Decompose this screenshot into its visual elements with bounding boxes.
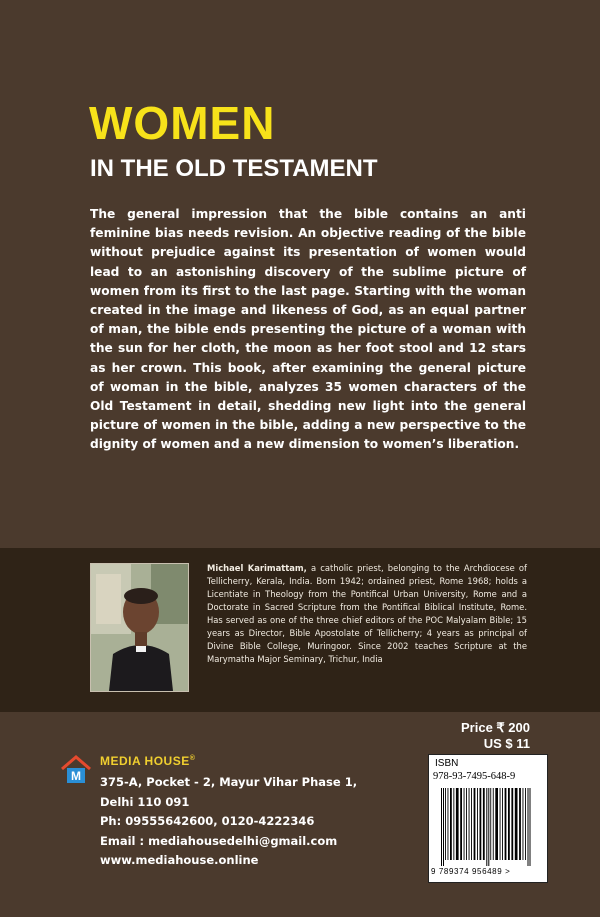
book-blurb: The general impression that the bible contains an anti feminine bias needs revision. An objective reading of the bible without prejudice against its presentation of women would lead to an astonishing discovery of the sublime picture of women from its first to the last page. Starting with the woman created in the image and likeness of God, as an equal partner of man, the bible ends presenting the picture of a woman with the sun for her cloth, the moon as her foot stool and 12 stars as her crown. This book, after examining the general picture of woman in the bible, analyzes 35 women characters of the Old Testament in detail, shedding new light into the general picture of women in the bible, adding a new perspective to the dignity of women and a new dimension to women’s liberation. bbox=[90, 207, 526, 452]
publisher-phone: Ph: 09555642600, 0120-4222346 bbox=[100, 814, 315, 829]
book-subtitle: IN THE OLD TESTAMENT bbox=[90, 155, 378, 182]
barcode-bar bbox=[445, 788, 446, 860]
price-block bbox=[450, 720, 530, 752]
barcode-image bbox=[439, 788, 539, 866]
barcode-bar bbox=[448, 788, 449, 860]
book-title: WOMEN bbox=[89, 97, 276, 149]
publisher-address bbox=[100, 773, 357, 871]
barcode-bar bbox=[450, 788, 452, 860]
barcode-bar bbox=[490, 788, 491, 860]
barcode-bar bbox=[523, 788, 524, 860]
publisher-website: www.mediahouse.online bbox=[100, 853, 259, 868]
barcode-bar bbox=[477, 788, 478, 860]
barcode-bar bbox=[525, 788, 526, 860]
author-portrait-image bbox=[91, 564, 188, 691]
barcode-bar bbox=[453, 788, 454, 860]
barcode-bar bbox=[511, 788, 513, 860]
barcode-bar bbox=[456, 788, 459, 860]
address-line-2: Delhi 110 091 bbox=[100, 794, 190, 809]
barcode-bar bbox=[495, 788, 498, 860]
price-usd: US $ 11 bbox=[483, 736, 530, 751]
author-photo bbox=[90, 563, 189, 692]
barcode-bar bbox=[466, 788, 467, 860]
address-line-1: 375-A, Pocket - 2, Mayur Vihar Phase 1, bbox=[100, 775, 358, 789]
publisher-name bbox=[100, 754, 195, 768]
barcode-guard-bar bbox=[443, 788, 444, 866]
publisher-name-text: MEDIA HOUSE bbox=[100, 754, 190, 768]
barcode-bar bbox=[483, 788, 485, 860]
barcode-bar bbox=[493, 788, 494, 860]
publisher-email: Email : mediahousedelhi@gmail.com bbox=[100, 833, 338, 848]
barcode-bar bbox=[508, 788, 510, 860]
barcode-bar bbox=[474, 788, 476, 860]
barcode-guard-bar bbox=[530, 788, 531, 866]
barcode-guard-bar bbox=[528, 788, 529, 866]
barcode-bar bbox=[471, 788, 472, 860]
barcode-bar bbox=[480, 788, 482, 860]
house-logo-icon bbox=[60, 754, 92, 786]
isbn-number: 978-93-7495-648-9 bbox=[433, 771, 516, 782]
isbn-barcode-box bbox=[428, 754, 548, 883]
author-name: Michael Karimattam, bbox=[207, 563, 307, 573]
barcode-bar bbox=[515, 788, 518, 860]
barcode-bar bbox=[469, 788, 470, 860]
barcode-digits: 9 789374 956489 > bbox=[431, 867, 511, 876]
author-bio-text: a catholic priest, belonging to the Archdiocese of Tellicherry, Kerala, India. Born 1942; ordained priest, Rome 1968; holds a Licentiate in Theology from the Pontifical Urban University, Rome and a Doctorate in Sacred Scripture from the Pontifical Biblical Institute, Rome. Has served as one of the three chief editors of the POC Malyalam Bible; 15 years as Director, Bible Apostolate of Tellicherry; 4 years as principal of Divine Bible College, Muringoor. Since 2002 teaches Scripture at the Marymatha Major Seminary, Trichur, India bbox=[207, 563, 527, 664]
author-bio bbox=[207, 562, 527, 666]
registered-mark: ® bbox=[189, 755, 196, 762]
publisher-logo bbox=[60, 754, 92, 786]
barcode-bar bbox=[505, 788, 507, 860]
barcode-guard-bar bbox=[488, 788, 489, 866]
barcode-guard-bar bbox=[486, 788, 487, 866]
barcode-bar bbox=[460, 788, 462, 860]
barcode-guard-bar bbox=[441, 788, 442, 866]
logo-letter: M bbox=[71, 769, 81, 783]
barcode-bar bbox=[519, 788, 521, 860]
barcode-bar bbox=[500, 788, 501, 860]
price-inr: Price ₹ 200 bbox=[461, 720, 530, 735]
barcode-bar bbox=[502, 788, 503, 860]
isbn-label: ISBN bbox=[435, 758, 459, 769]
barcode-bar bbox=[464, 788, 465, 860]
